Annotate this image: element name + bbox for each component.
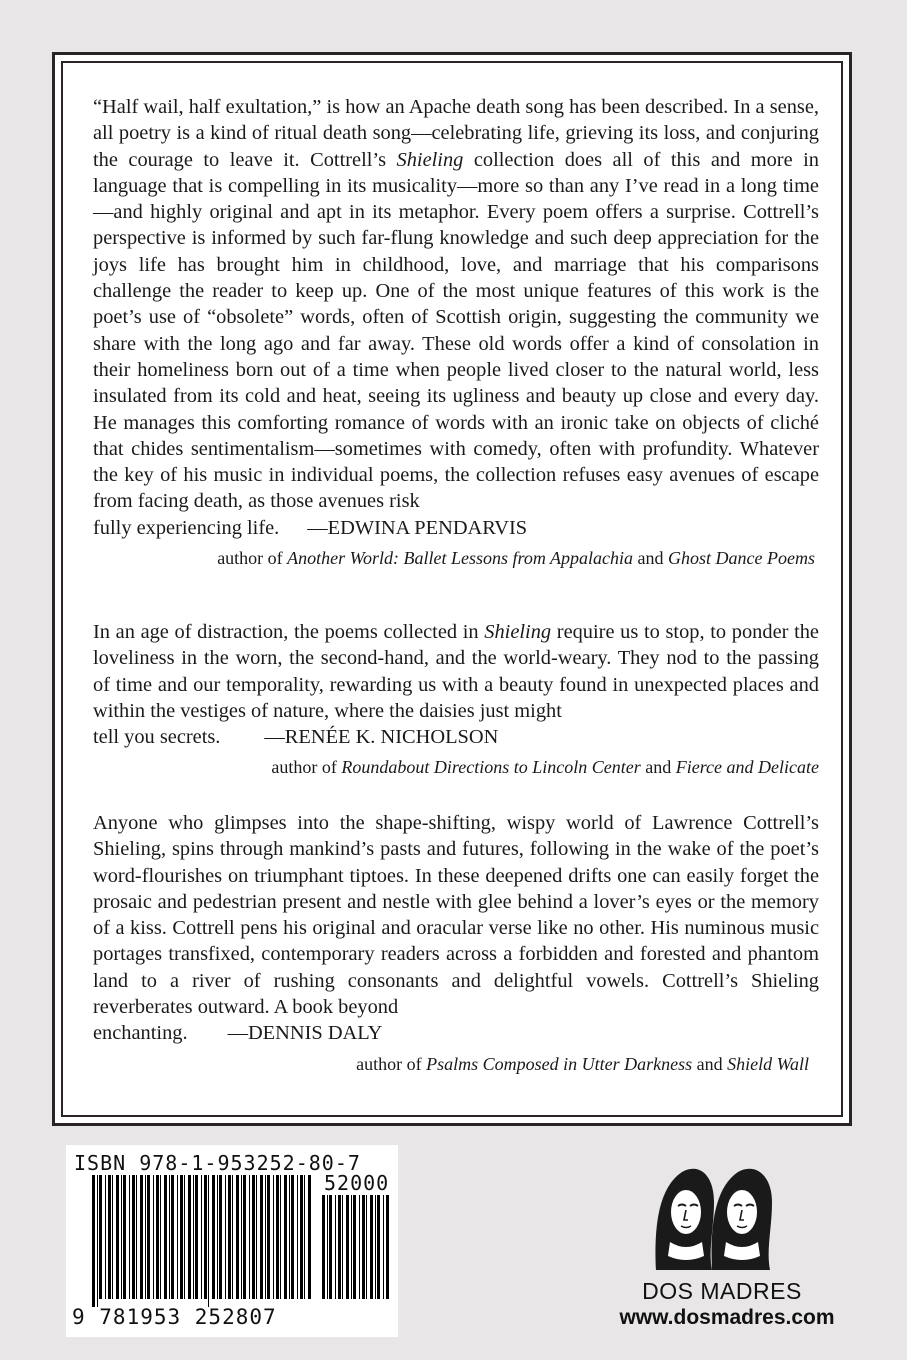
barcode-bar bbox=[260, 1175, 263, 1299]
barcode-bar bbox=[241, 1175, 242, 1299]
signature: —EDWINA PENDARVIS bbox=[307, 516, 528, 539]
barcode-bar bbox=[370, 1195, 373, 1299]
barcode-bar bbox=[351, 1195, 352, 1299]
barcode-bar bbox=[335, 1195, 336, 1299]
isbn-barcode bbox=[66, 1145, 398, 1337]
barcode-bar bbox=[108, 1175, 111, 1299]
publisher-url: www.dosmadres.com bbox=[619, 1306, 835, 1329]
barcode-bar bbox=[140, 1175, 143, 1299]
barcode-bar bbox=[180, 1175, 183, 1299]
dos-madres-logo bbox=[648, 1158, 778, 1278]
barcode-bar bbox=[145, 1175, 146, 1299]
barcode-bar bbox=[97, 1175, 98, 1307]
barcode-bar bbox=[329, 1195, 332, 1299]
barcode-bar bbox=[362, 1195, 365, 1299]
barcode-bar bbox=[116, 1175, 119, 1299]
price-code: 52000 bbox=[324, 1171, 390, 1195]
barcode-bar bbox=[105, 1175, 106, 1299]
barcode-bar bbox=[121, 1175, 122, 1299]
barcode-bar bbox=[359, 1195, 360, 1299]
barcode-bar bbox=[252, 1175, 255, 1299]
barcode-bar bbox=[256, 1175, 257, 1299]
blurb-daly bbox=[93, 810, 819, 1077]
barcode-bar bbox=[112, 1175, 113, 1299]
barcode-bar bbox=[276, 1175, 279, 1299]
publisher-name: DOS MADRES bbox=[642, 1278, 802, 1304]
barcode-bar bbox=[236, 1175, 239, 1299]
barcode-bar bbox=[289, 1175, 290, 1299]
barcode-bar bbox=[208, 1175, 209, 1307]
barcode-bar bbox=[304, 1175, 305, 1299]
barcode-bar bbox=[265, 1175, 266, 1299]
author-credit: author of Roundabout Directions to Lincoln Center and Fierce and Delicate bbox=[271, 757, 819, 778]
barcode-bar bbox=[338, 1195, 341, 1299]
barcode-bar bbox=[99, 1175, 102, 1299]
barcode-bar bbox=[273, 1175, 274, 1299]
blurb-body: “Half wail, half exultation,” is how an Apache death song has been described. In a sense, all poetry is a kind of ritual death song—celebrating life, grieving its loss, and conjuring the courage to leave it. Cottrell’s Shieling collection does all of this and more in language that is compelling in its musicality—more so than any I’ve read in a long time—and highly original and apt in its metaphor. Every poem offers a surprise. Cottrell’s perspective is informed by such far-flung knowledge and such deep appreciation for the joys life has brought him in childhood, love, and marriage that his comparisons challenge the reader to keep up. One of the most unique features of this work is the poet’s use of “obsolete” words, often of Scottish origin, suggesting the community we share with the long ago and far away. These old words offer a kind of consolation in their homeliness born out of a time when people lived closer to the natural world, less insulated from its cold and heat, seeing its ugliness and beauty up close and every day. He manages this comforting romance of words with an ironic take on objects of cliché that chides sentimentalism—sometimes with comedy, often with profundity. Whatever the key of his music in individual poems, the collection refuses easy avenues of escape from facing death, as those avenues risk bbox=[93, 96, 819, 513]
barcode-bar bbox=[164, 1175, 167, 1299]
barcode-bar bbox=[232, 1175, 233, 1299]
barcode-bar bbox=[225, 1175, 226, 1299]
barcode-bar bbox=[136, 1175, 137, 1299]
blurb-pendarvis bbox=[93, 94, 819, 571]
barcode-bar bbox=[129, 1175, 130, 1299]
barcode-bar bbox=[217, 1175, 218, 1299]
blurb-nicholson bbox=[93, 619, 819, 780]
barcode-bar bbox=[212, 1175, 215, 1299]
ean13-bars bbox=[92, 1175, 312, 1307]
barcode-bar bbox=[383, 1195, 384, 1299]
barcode-bar bbox=[123, 1175, 126, 1299]
barcode-bar bbox=[249, 1175, 250, 1299]
barcode-bar bbox=[342, 1195, 343, 1299]
barcode-bar bbox=[300, 1175, 303, 1299]
barcode-digits: 9 781953 252807 bbox=[72, 1305, 277, 1329]
barcode-bar bbox=[153, 1175, 154, 1299]
blurb-tail: enchanting. —DENNIS DALY bbox=[93, 1022, 383, 1045]
barcode-bar bbox=[228, 1175, 231, 1299]
signature: —RENÉE K. NICHOLSON bbox=[264, 726, 499, 749]
author-credit: author of Another World: Ballet Lessons from Appalachia and Ghost Dance Poems bbox=[217, 548, 815, 569]
barcode-bar bbox=[156, 1175, 159, 1299]
addon-bars bbox=[322, 1195, 392, 1307]
author-credit: author of Psalms Composed in Utter Darkness and Shield Wall bbox=[356, 1053, 809, 1074]
barcode-bar bbox=[147, 1175, 150, 1299]
barcode-bar bbox=[297, 1175, 298, 1299]
barcode-bar bbox=[291, 1175, 294, 1299]
barcode-bar bbox=[171, 1175, 174, 1299]
isbn-label: ISBN 978-1-953252-80-7 bbox=[74, 1151, 361, 1175]
barcode-bar bbox=[195, 1175, 198, 1299]
blurb-body: In an age of distraction, the poems collected in Shieling require us to stop, to ponder the loveliness in the worn, the second-hand, and the world-weary. They nod to the passing of time and our temporality, rewarding us with a beauty found in unexpected places and within the vestiges of nature, where the daisies just might bbox=[93, 621, 819, 722]
barcode-bar bbox=[160, 1175, 161, 1299]
barcode-bar bbox=[204, 1175, 207, 1299]
barcode-bar bbox=[267, 1175, 270, 1299]
barcode-bar bbox=[201, 1175, 202, 1299]
barcode-bar bbox=[219, 1175, 222, 1299]
barcode-bar bbox=[366, 1195, 367, 1299]
barcode-bar bbox=[284, 1175, 287, 1299]
barcode-bar bbox=[184, 1175, 185, 1299]
barcode-bar bbox=[353, 1195, 356, 1299]
signature: —DENNIS DALY bbox=[227, 1022, 383, 1045]
barcode-bar bbox=[386, 1195, 389, 1299]
barcode-bar bbox=[346, 1195, 349, 1299]
barcode-bar bbox=[377, 1195, 380, 1299]
barcode-bar bbox=[308, 1175, 311, 1299]
barcode-bar bbox=[375, 1195, 376, 1299]
barcode-bar bbox=[92, 1175, 95, 1307]
barcode-bar bbox=[169, 1175, 170, 1299]
blurb-body: Anyone who glimpses into the shape-shifting, wispy world of Lawrence Cottrell’s Shieling, spins through mankind’s pasts and futures, following in the wake of the poet’s word-flourishes on triumphant tiptoes. In these deepened drifts one can easily forget the prosaic and pedestrian present and nestle with glee behind a lover’s eyes or the memory of a kiss. Cottrell pens his original and oracular verse like no other. His numinous music portages transfixed, contemporary readers across a forbidden and forested and phantom land to a river of rushing consonants and delightful vowels. Cottrell’s Shieling reverberates outward. A book beyond bbox=[93, 812, 819, 1019]
barcode-bar bbox=[132, 1175, 135, 1299]
barcode-bar bbox=[193, 1175, 194, 1299]
barcode-bar bbox=[177, 1175, 178, 1299]
blurb-tail: tell you secrets. —RENÉE K. NICHOLSON bbox=[93, 726, 499, 749]
barcode-bar bbox=[243, 1175, 246, 1299]
barcode-bar bbox=[322, 1195, 325, 1299]
barcode-bar bbox=[280, 1175, 281, 1299]
barcode-bar bbox=[327, 1195, 328, 1299]
blurb-tail: fully experiencing life. —EDWINA PENDARVIS bbox=[93, 516, 528, 539]
barcode-bar bbox=[188, 1175, 191, 1299]
